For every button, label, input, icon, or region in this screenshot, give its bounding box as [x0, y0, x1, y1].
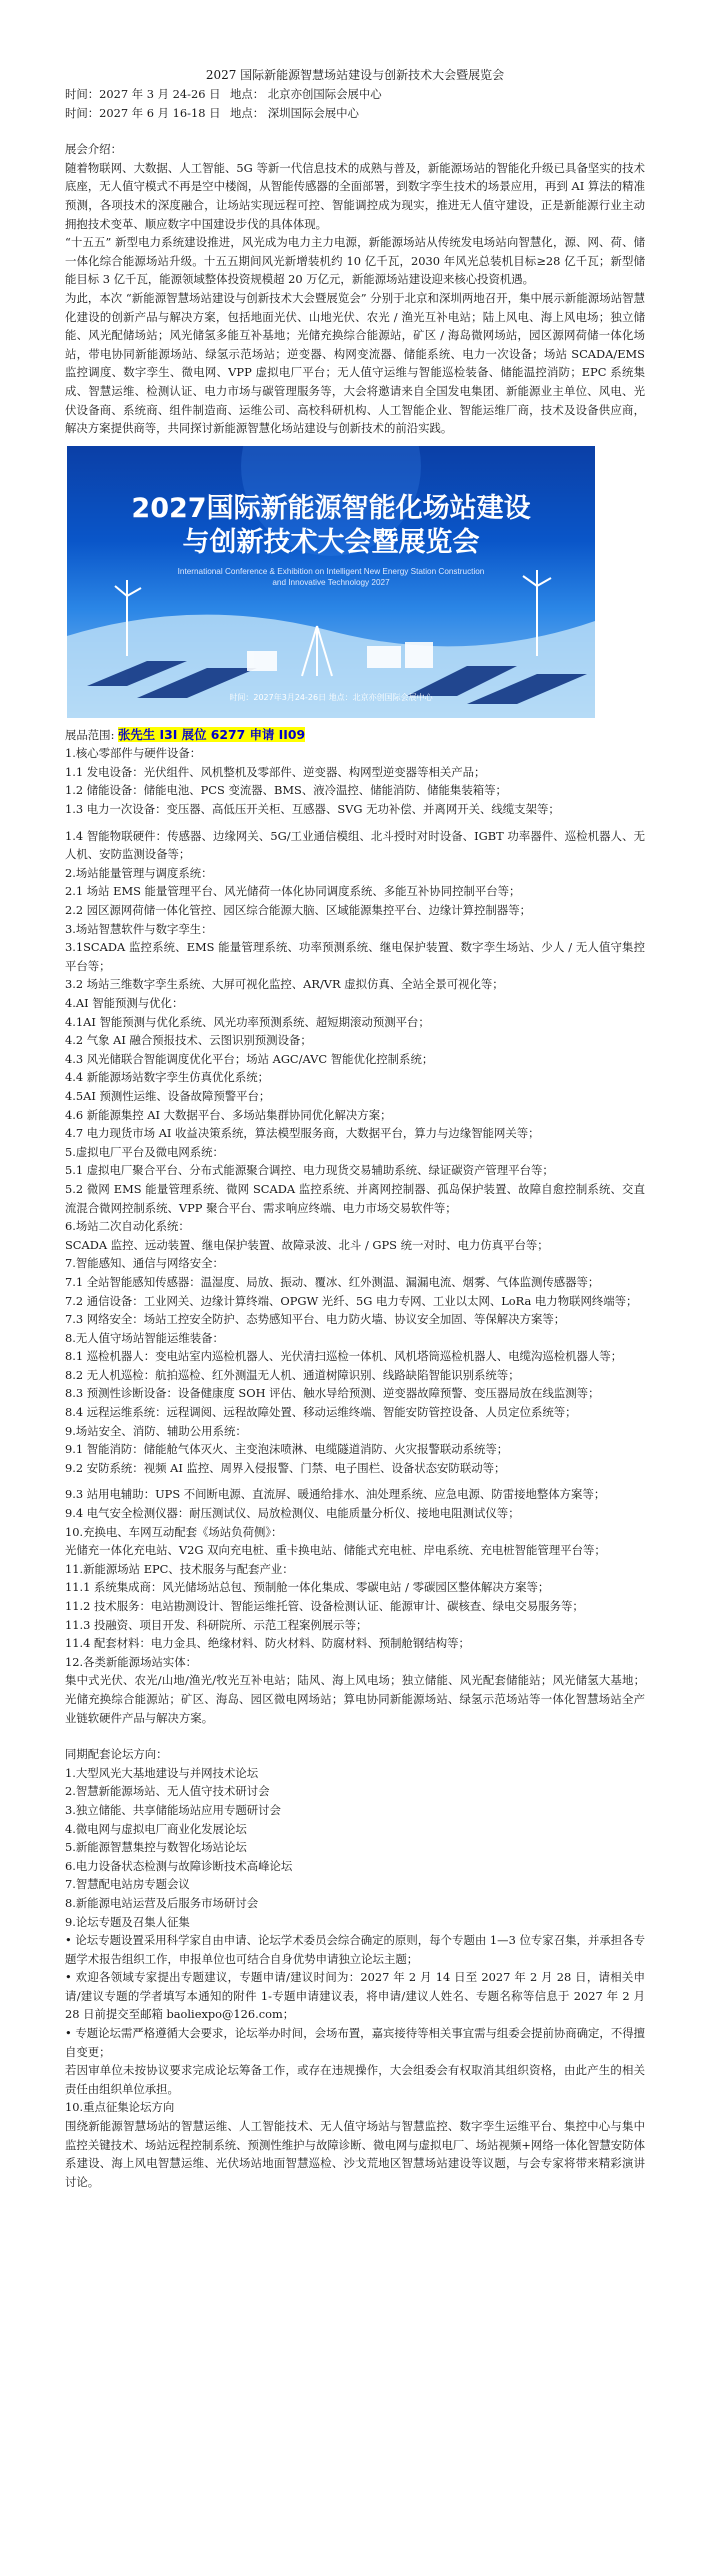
scope-list-item: 8.2 无人机巡检：航拍巡检、红外测温无人机、通道树障识别、线路缺陷智能识别系统等；: [65, 1367, 520, 1382]
scope-list-item: 4.3 风光储联合智能调度优化平台；场站 AGC/AVC 智能优化控制系统；: [65, 1051, 434, 1066]
overview-paragraph-2: “十五五” 新型电力系统建设推进，风光成为电力主力电源，新能源场站从传统发电场站向智慧化，源、网、荷、储一体化综合能源场站升级。十五五期间风光新增装机约 10 亿千瓦，2030 年风光总装机目标≥28 亿千瓦；新型储能目标 3 亿千瓦，能源领域整体投资规模超 20 万亿元，新能源场站建设迎来核心投资机遇。: [65, 235, 645, 287]
forum-list-item: 6.电力设备状态检测与故障诊断技术高峰论坛: [65, 1858, 293, 1873]
scope-list-item: 7.2 通信设备：工业网关、边缘计算终端、OPGW 光纤、5G 电力专网、工业以太网、LoRa 电力物联网终端等；: [65, 1293, 638, 1308]
booth-contact-highlight: 张先生 I3I 展位 6277 申请 II09: [118, 726, 306, 742]
time-label: 时间：2027 年 6 月 16-18 日: [65, 105, 221, 120]
scope-list-item: 7.智能感知、通信与网络安全：: [65, 1256, 224, 1271]
scope-list-item: 5.2 微网 EMS 能量管理系统、微网 SCADA 监控系统、并离网控制器、孤岛保护装置、故障自愈控制系统、交直流混合微网控制系统、VPP 聚合平台、需求响应终端、电力市场交易软件等；: [65, 1181, 645, 1215]
scope-list-item: 5.1 虚拟电厂聚合平台、分布式能源聚合调控、电力现货交易辅助系统、绿证碳资产管理平台等；: [65, 1163, 554, 1178]
overview-heading: 展会介绍：: [65, 142, 122, 157]
spacer: [65, 1477, 645, 1485]
forum-list-item: 1.大型风光大基地建设与并网技术论坛: [65, 1765, 259, 1780]
scope-list-item: 4.1AI 智能预测与优化系统、风光功率预测系统、超短期滚动预测平台；: [65, 1014, 430, 1029]
scope-list-item: 11.4 配套材料：电力金具、绝缘材料、防火材料、防腐材料、预制舱钢结构等；: [65, 1636, 470, 1651]
place-label: 地点： 深圳国际会展中心: [230, 105, 359, 120]
scope-list-item: 6.场站二次自动化系统：: [65, 1219, 190, 1234]
scope-list-item: 1.核心零部件与硬件设备：: [65, 746, 202, 761]
banner-footer: 时间：2027年3月24-26日 地点：北京亦创国际会展中心: [229, 693, 433, 703]
forum-list-item: 3.独立储能、共享储能场站应用专题研讨会: [65, 1802, 281, 1817]
time-label: 时间：2027 年 3 月 24-26 日: [65, 87, 221, 101]
overview-paragraph-3: 为此，本次 “新能源智慧场站建设与创新技术大会暨展览会” 分别于北京和深圳两地召开，集中展示新能源场站智慧化建设的创新产品与解决方案，包括地面光伏、山地光伏、农光 / 渔光互补电站；陆上风电、海上风电场；独立储能、风光配储场站；风光储氢多能互补基地；光储充换综合能源站，矿区 / 海岛微网场站，园区源网荷储一体化场站，带电协同新能源场站、绿氢示范场站；逆变器、构网变流器、储能系统、电力一次设备；场站 SCADA/EMS 监控调度、数字孪生、微电网、VPP 虚拟电厂平台；无人值守运维与智能巡检装备、储能温控消防；EPC 系统集成、智慧运维、检测认证、电力市场与碳管理服务等，大会将邀请来自全国发电集团、新能源业主单位、风电、光伏设备商、系统商、组件制造商、运维公司、高校科研机构、人工智能企业、智能运维厂商，技术及设备供应商，解决方案提供商等，共同探讨新能源智慧化场站建设与创新技术的前沿实践。: [65, 290, 645, 436]
scope-list-item: 1.4 智能物联硬件：传感器、边缘网关、5G/工业通信模组、北斗授时对时设备、IGBT 功率器件、巡检机器人、无人机、安防监测设备等；: [65, 828, 645, 862]
forum-list-item: 2.智慧新能源场站、无人值守技术研讨会: [65, 1784, 270, 1799]
scope-list: [65, 744, 645, 1727]
scope-list-item: 3.2 场站三维数字孪生系统、大屏可视化监控、AR/VR 虚拟仿真、全站全景可视化等；: [65, 977, 504, 992]
scope-list-item: 4.7 电力现货市场 AI 收益决策系统，算法模型服务商，大数据平台，算力与边缘智能网关等；: [65, 1126, 540, 1141]
topics-bullet: • 论坛专题设置采用科学家自由申请、论坛学术委员会综合确定的原则，每个专题由 1—3 位专家召集，并承担各专题学术报告组织工作，申报单位也可结合自身优势申请独立论坛主题；: [65, 1933, 645, 1966]
scope-list-item: 4.4 新能源场站数字孪生仿真优化系统；: [65, 1070, 269, 1085]
topics-heading: 9.论坛专题及召集人征集: [65, 1914, 190, 1929]
scope-list-item: 4.AI 智能预测与优化：: [65, 996, 184, 1010]
place-label: 地点： 北京亦创国际会展中心: [230, 87, 382, 101]
scope-list-item: 3.场站智慧软件与数字孪生：: [65, 921, 213, 936]
scope-list-item: 8.4 远程运维系统：远程调阅、远程故障处置、移动运维终端、智能安防管控设备、人员定位系统等；: [65, 1405, 577, 1420]
forum-list-item: 4.微电网与虚拟电厂商业化发展论坛: [65, 1821, 247, 1836]
forums-list: [65, 1764, 645, 1913]
scope-list-item: 5.虚拟电厂平台及微电网系统：: [65, 1144, 224, 1159]
page-title: 2027 国际新能源智慧场站建设与创新技术大会暨展览会: [205, 68, 505, 82]
scope-list-item: 7.1 全站智能感知传感器：温湿度、局放、振动、覆冰、红外测温、漏漏电流、烟雾、气体监测传感器等；: [65, 1274, 600, 1289]
scope-list-item: 8.1 巡检机器人：变电站室内巡检机器人、光伏清扫巡检一体机、风机塔筒巡检机器人、电缆沟巡检机器人等；: [65, 1349, 623, 1364]
scope-list-item: 12.各类新能源场站实体：: [65, 1654, 198, 1669]
schedule-row-2: [65, 104, 645, 123]
scope-list-item: 2.1 场站 EMS 能量管理平台、风光储荷一体化协同调度系统、多能互补协同控制平台等；: [65, 884, 521, 899]
focus-paragraph: 围绕新能源智慧场站的智慧运维、人工智能技术、无人值守场站与智慧监控、数字孪生运维平台、集控中心与集中监控关键技术、场站远程控制系统、预测性维护与故障诊断、微电网与虚拟电厂、场站视频+网络一体化智慧安防体系建设、海上风电智慧运维、光伏场站地面智慧巡检、沙戈荒地区智慧场站建设等议题，与会专家将带来精彩演讲讨论。: [65, 2119, 645, 2189]
document: [65, 66, 645, 2191]
focus-heading: 10.重点征集论坛方向: [65, 2100, 175, 2115]
scope-list-item: 11.1 系统集成商：风光储场站总包、预制舱一体化集成、零碳电站 / 零碳园区整体解决方案等；: [65, 1580, 550, 1595]
scope-list-item: 8.无人值守场站智能运维装备：: [65, 1330, 224, 1345]
scope-list-item: 11.新能源场站 EPC、技术服务与配套产业：: [65, 1561, 294, 1576]
scope-list-item: 9.场站安全、消防、辅助公用系统：: [65, 1423, 247, 1438]
forum-list-item: 7.智慧配电站房专题会议: [65, 1877, 190, 1892]
banner-subtitle-en: International Conference & Exhibition on Intelligent New Energy Station Construction and Innovative Technology 2027: [177, 566, 485, 587]
scope-list-item: 3.1SCADA 监控系统、EMS 能量管理系统、功率预测系统、继电保护装置、数字孪生场站、少人 / 无人值守集控平台等；: [65, 940, 645, 973]
overview-paragraph-1: 随着物联网、大数据、人工智能、5G 等新一代信息技术的成熟与普及，新能源场站的智能化升级已具备坚实的技术底座，无人值守模式不再是空中楼阁，从智能传感器的全面部署，到数字孪生技术的场景应用，再到 AI 算法的精准预测，各项技术的深度融合，让场站实现远程可控、智能调控成为现实，推进无人值守建设，正是新能源行业主动拥抱技术变革、顺应数字中国建设步伐的具体体现。: [65, 160, 645, 231]
scope-list-item: 4.5AI 预测性运维、设备故障预警平台；: [65, 1088, 271, 1103]
scope-list-item: 1.3 电力一次设备：变压器、高低压开关柜、互感器、SVG 无功补偿、并离网开关、线缆支架等；: [65, 802, 560, 817]
topics-bullet: • 欢迎各领域专家提出专题建议，专题申请/建议时间为：2027 年 2 月 14 日至 2027 年 2 月 28 日，请相关申请/建议专题的学者填写本通知的附件 1-专题申请建议表，将申请/建议人姓名、专题名称等信息于 2027 年 2 月 28 日前提交至邮箱 baoliexpo@126.com；: [65, 1970, 645, 2022]
scope-list-item: 1.2 储能设备：储能电池、PCS 变流器、BMS、液冷温控、储能消防、储能集装箱等；: [65, 783, 507, 798]
scope-list-item: 4.6 新能源集控 AI 大数据平台、多场站集群协同优化解决方案；: [65, 1107, 392, 1122]
schedule-row-1: [65, 85, 645, 104]
scope-list-item: 光储充一体化充电站、V2G 双向充电桩、重卡换电站、储能式充电桩、岸电系统、充电桩智能管理平台等；: [65, 1543, 606, 1558]
scope-list-item: 8.3 预测性诊断设备：设备健康度 SOH 评估、触水导给预测、逆变器故障预警、变压器局放在线监测等；: [65, 1386, 600, 1401]
topics-bullet: • 专题论坛需严格遵循大会要求，论坛举办时间，会场布置，嘉宾接待等相关事宜需与组委会提前协商确定，不得擅自变更；: [65, 2026, 645, 2059]
scope-list-item: 4.2 气象 AI 融合预报技术、云图识别预测设备；: [65, 1033, 312, 1048]
spacer: [65, 819, 645, 827]
scope-list-item: 9.2 安防系统：视频 AI 监控、周界入侵报警、门禁、电子围栏、设备状态安防联动等；: [65, 1460, 506, 1475]
scope-list-item: 2.场站能量管理与调度系统：: [65, 865, 213, 880]
scope-list-item: SCADA 监控、远动装置、继电保护装置、故障录波、北斗 / GPS 统一对时、电力仿真平台等；: [65, 1237, 549, 1252]
scope-list-item: 9.1 智能消防：储能舱气体灭火、主变泡沫喷淋、电缆隧道消防、火灾报警联动系统等；: [65, 1442, 509, 1457]
forum-list-item: 5.新能源智慧集控与数智化场站论坛: [65, 1840, 247, 1855]
scope-list-item: 9.4 电气安全检测仪器：耐压测试仪、局放检测仪、电能质量分析仪、接地电阻测试仪等；: [65, 1506, 520, 1521]
banner-title: 2027国际新能源智能化场站建设 与创新技术大会暨展览会: [131, 492, 531, 558]
scope-list-item: 11.2 技术服务：电站勘测设计、智能运维托管、设备检测认证、能源审计、碳核查、绿电交易服务等；: [65, 1599, 584, 1613]
topics-note: 若因审单位未按协议要求完成论坛筹备工作，或存在违规操作，大会组委会有权取消其组织资格，由此产生的相关责任由组织单位承担。: [65, 2063, 645, 2096]
scope-list-item: 11.3 投融资、项目开发、科研院所、示范工程案例展示等；: [65, 1617, 368, 1632]
scope-heading: 展品范围: 张先生 I3I 展位 6277 申请 II09: [65, 726, 306, 742]
scope-list-item: 1.1 发电设备：光伏组件、风机整机及零部件、逆变器、构网型逆变器等相关产品；: [65, 764, 486, 779]
forums-heading: 同期配套论坛方向：: [65, 1747, 168, 1762]
scope-list-item: 7.3 网络安全：场站工控安全防护、态势感知平台、电力防火墙、协议安全加固、等保解决方案等；: [65, 1312, 566, 1327]
scope-list-item: 9.3 站用电辅助：UPS 不间断电源、直流屏、暖通给排水、油处理系统、应急电源、防雷接地整体方案等；: [65, 1487, 606, 1502]
scope-list-item: 10.充换电、车网互动配套《场站负荷侧》：: [65, 1524, 283, 1539]
scope-list-item: 2.2 园区源网荷储一体化管控、园区综合能源大脑、区域能源集控平台、边缘计算控制器等；: [65, 903, 531, 918]
event-banner-image: [67, 446, 595, 718]
forum-list-item: 8.新能源电站运营及后服务市场研讨会: [65, 1895, 259, 1910]
scope-list-item: 集中式光伏、农光/山地/渔光/牧光互补电站；陆风、海上风电场；独立储能、风光配套储能站；风光储氢大基地；光储充换综合能源站；矿区、海岛、园区微电网场站；算电协同新能源场站、绿氢示范场站等一体化智慧场站全产业链软硬件产品与解决方案。: [65, 1673, 645, 1725]
